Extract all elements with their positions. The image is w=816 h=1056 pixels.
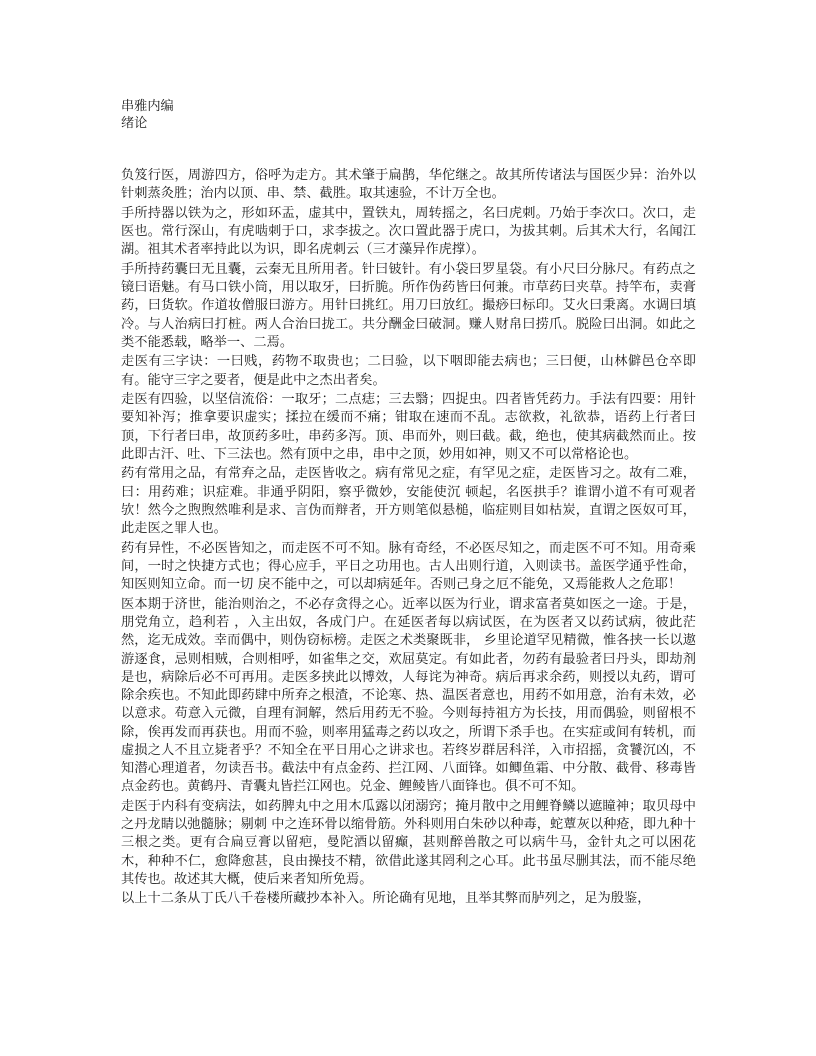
paragraph: 医本期于济世，能治则治之，不必存贪得之心。近率以医为行业，谓求富者莫如医之一途。于是，朋党角立，趋利若 ，入主出奴，各成门户。在延医者每以病试医，在为医者又以药试病，彼此茫然，迄无成效。幸而偶中，则伪窃标榜。走医之术类聚既非， 乡里论道罕见精微，惟各挟一长以遨游逐食，忌则相贼，合则相呼，如雀隼之交，欢屈莫定。有如此者，勿药有最验者曰丹头，即劫剂是也，病除后必不可再用。走医多挟此以博效，人每诧为神奇。病后再求余药，则授以丸药，谓可除余疾也。不知此即药肆中所弃之根渣，不论寒、热、温医者意也，用药不如用意，治有未效，必以意求。苟意入元微，自理有洞解，然后用药无不验。今则每持祖方为长技，用而偶验，则留根不除，俟再发而再获也。用而不验，则率用猛毒之药以攻之，所谓下杀手也。在实症或间有转机，而虚损之人不且立毙者乎？不知全在平日用心之讲求也。若终岁群居科洋，入市招摇，贪饕沉凶，不知潜心理道者，勿读吾书。截法中有点金药、拦江网、八面锋。如鲫鱼霜、中分散、截骨、移毒皆点金药也。黄鹤丹、青囊丸皆拦江网也。兑金、鲤鲮皆八面锋也。俱不可不知。: [121, 596, 696, 795]
section-title: 绪论: [121, 116, 148, 131]
heading-spacer: [121, 132, 696, 167]
paragraph: 手所持器以铁为之，形如环盂，虚其中，置铁丸，周转摇之，名曰虎刺。乃始于李次口。次口，走医也。常行深山，有虎啮刺于口，求李拔之。次口置此器于虎口，为拔其刺。后其术大行，名闻江湖。祖其术者率持此以为识，即名虎刺云（三才藻异作虎撑）。: [121, 205, 696, 258]
paragraph: 负笈行医，周游四方，俗呼为走方。其术肇于扁鹊，华佗继之。故其所传诸法与国医少异：治外以针刺蒸灸胜；治内以顶、串、禁、截胜。取其速验，不计万全也。: [121, 168, 696, 202]
paragraph: 以上十二条从丁氏八千卷楼所藏抄本补入。所论确有见地，且举其弊而胪列之，足为殷鉴，: [121, 891, 651, 907]
body-text: [121, 167, 696, 909]
paragraph: 走医有三字诀：一曰贱，药物不取贵也；二曰验，以下咽即能去病也；三曰便，山林僻邑仓卒即有。能守三字之要者，便是此中之杰出者矣。: [121, 354, 696, 388]
paragraph: 走医于内科有变病法，如药脾丸中之用木瓜露以闭溺窍；掩月散中之用鲤脊鳞以遮瞳神；取贝母中之丹龙睛以弛髓脉；剔刺 中之连环骨以缩骨筋。外科则用白朱砂以种毒，蛇蕈灰以种疮，即九种十三根之类。更有合扁豆膏以留疤，曼陀酒以留癫，甚则醉兽散之可以病牛马，金针丸之可以困花木，种种不仁，愈降愈甚，良由操技不精，欲借此遂其罔利之心耳。此书虽尽删其法，而不能尽绝其传也。故述其大概，使后来者知所免焉。: [121, 798, 696, 887]
document-page: [121, 98, 696, 910]
paragraph: 药有常用之品，有常弃之品，走医皆收之。病有常见之症，有罕见之症，走医皆习之。故有二难，曰：用药难；识症难。非通乎阴阳，察乎微妙，安能使沉 顿起，名医拱手？谁谓小道不有可观者欤！然今之煦煦然唯利是求、言伪而辩者，开方则笔似悬槌，临症则目如枯炭，直谓之医奴可耳，此走医之罪人也。: [121, 466, 696, 537]
paragraph: 手所持药囊曰无且囊，云秦无且所用者。针曰铍针。有小袋曰罗星袋。有小尺曰分脉尺。有药点之镜曰语魅。有马口铁小筒，用以取牙，曰折脆。所作伪药皆曰何兼。市草药曰夹草。持竿布，卖膏药，曰货软。作道妆僧服曰游方。用针曰挑红。用刀曰放红。撮痧曰标印。艾火曰秉离。水调曰填冷。与人治病曰打桩。两人合治曰拢工。共分酬金曰破洞。赚人财帛曰捞爪。脱险曰出洞。如此之类不能悉载，略举一、二焉。: [121, 261, 696, 350]
paragraph: 药有异性，不必医皆知之，而走医不可不知。脉有奇经，不必医尽知之，而走医不可不知。用奇乘间，一时之快捷方式也；得心应手，平日之功用也。古人出则行道，入则读书。盖医学通乎性命，知医则知立命。而一切 戾不能中之，可以却病延年。否则己身之厄不能免，又焉能救人之危耶！: [121, 540, 696, 593]
paragraph: 走医有四验，以坚信流俗：一取牙；二点痣；三去翳；四捉虫。四者皆凭药力。手法有四要：用针要知补泻；推拿要识虚实；揉拉在缓而不痛；钳取在速而不乱。志欲救，礼欲恭，语药上行者曰顶，下行者曰串，故顶药多吐，串药多泻。顶、串而外，则曰截。截，绝也，使其病截然而止。按此即古汗、吐、下三法也。然有顶中之串，串中之顶，妙用如神，则又不可以常格论也。: [121, 392, 696, 462]
book-title: 串雅内编: [121, 99, 174, 114]
